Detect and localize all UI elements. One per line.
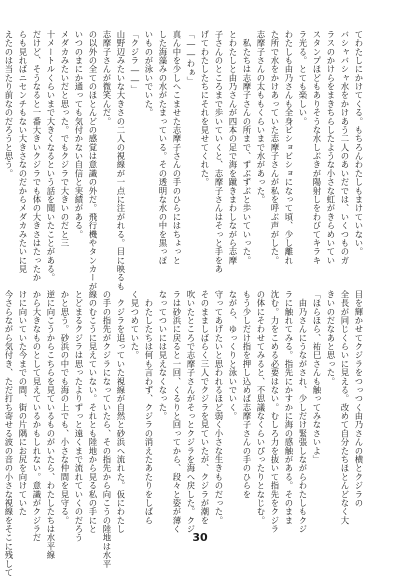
text-column: とわたしと由乃さんが四本の足で海を蹴きまわしながら志摩 bbox=[228, 30, 238, 265]
text-column: ながら、ゆっくりと泳いでいく。 bbox=[228, 290, 238, 421]
text-column: 目を輝かせてクジラをつっつく由乃さんの横とクジラの bbox=[354, 290, 364, 508]
text-column: そのまましばらく三人でクジラを見ていたが、クジラが潮を bbox=[200, 290, 210, 525]
text-column: けに向いていた今までの間、街の片隅にお尻を向けていた bbox=[18, 290, 28, 516]
text-column: ラ光る。とても楽しい。 bbox=[298, 30, 308, 126]
text-column: なってついには見えなくなった。 bbox=[158, 290, 168, 421]
text-column: 今さらながら気付き、ただ打ち寄せる波の音の小さな視線をそこに残して bbox=[4, 290, 14, 577]
text-column: ラに触れてみる。指先にかすかに海の感触がある。そのまま bbox=[284, 290, 294, 525]
text-column: た所で水をかけあっていた志摩子さんが私を呼ぶ声がした。 bbox=[270, 30, 280, 265]
text-column: 「クジラ――」 bbox=[130, 30, 140, 95]
text-column: 子さんのところまで歩いていくと、志摩子さんはそっと手をあ bbox=[214, 30, 224, 274]
text-column: きいのだなあと思った。 bbox=[326, 290, 336, 386]
text-column: かと思う。砂浜の中でも海の上でも、小さな仲間を見守る。 bbox=[60, 290, 70, 525]
text-column: ラスのかけらをまきちらしたような小さな虹がきらめいてい bbox=[326, 30, 336, 265]
text-column: とどまるクジラは思ったよりずっと遠くまで流れていくのだろう bbox=[74, 290, 84, 543]
text-column: 私たちは志摩子さんの所まで、ずぶずぶと歩いていった。 bbox=[242, 30, 252, 265]
text-column: 真ん中を少しへこませた志摩子さんの手のひらにはちょっと bbox=[172, 30, 182, 265]
text-column: いものが泳いでいた。 bbox=[144, 30, 154, 117]
text-column: 守ってあげたいと思われるほど弱く小さな生きものだった。 bbox=[214, 290, 224, 525]
text-column: だけど、そうなると一番大きいクジラでも体の大きさはたったか bbox=[32, 30, 42, 283]
text-column: した海藻みの水がたまっている。その透明な水の中を黒っぽ bbox=[158, 30, 168, 265]
text-column: わたしも由乃さんも全身ビショビショになって頃、少し離れ bbox=[284, 30, 294, 265]
text-column: いつのまにか通っても気付かない自信と実績がある。 bbox=[74, 30, 84, 239]
text-column: バシャバシャ水をかけあう二人のあいだでは、いくつものガ bbox=[340, 30, 350, 265]
text-column: ラは砂浜に戻ると一回、くるりと回ってから、段々と姿が薄く bbox=[172, 290, 182, 534]
text-column: 吹いたところで志摩子さんがそっとクジラを海へ戻した。クジ bbox=[186, 290, 196, 534]
text-column: えたのは当たり前なのだろうと思う。 bbox=[4, 30, 14, 178]
text-column: 線のむこうに見えていない。それとも陸地から見る私の手にと bbox=[88, 290, 98, 534]
text-column: もう少しだけ指を押し込めば志摩子さんの手のひらを bbox=[242, 290, 252, 499]
page-number: 30 bbox=[192, 531, 208, 544]
text-column: 志摩子さんの太ももくらいまで水があった。 bbox=[256, 30, 266, 204]
text-column: 逆に向こうからこちらを見ているものがいたら、わたしたちは水平線 bbox=[46, 290, 56, 560]
text-column: メダカみたいだと思った。でもクジラで大きいのだと三 bbox=[60, 30, 70, 248]
text-column: スタンプほどもありそうな水しぶきが陽射しをわびてキラキ bbox=[312, 30, 322, 265]
text-column: 沈む。力をこめる必要はない。むしろ力を抜いて指先をクジラ bbox=[270, 290, 280, 534]
text-column: らも見ればニセンチもない大きさなのだからメダカみたいに見 bbox=[18, 30, 28, 274]
text-column: わたしたちは何も言わず、クジラの消えたあたりをしばら bbox=[144, 290, 154, 525]
text-column: クジラを追っていた視線が自然と砂浜へ流れた。仮にわたし bbox=[116, 290, 126, 534]
text-column: 志摩子さんが微笑んだ。 bbox=[102, 30, 112, 126]
text-column: てわたしにかけてくる。もちろんわたしもまけていない。 bbox=[354, 30, 364, 256]
text-column: 「ほらほら、祐巳さんも触ってみなさいよ」 bbox=[312, 290, 322, 464]
text-column: 十メートルくらいまで大きくなるという話を聞いたことがある。 bbox=[46, 30, 56, 283]
text-column: く見つめていた。 bbox=[130, 290, 140, 360]
text-block-upper bbox=[4, 30, 366, 291]
text-column: 「――わぁ」 bbox=[186, 30, 196, 86]
text-column: 山野辺みたいな大きさの二人の視線が一点に注がれる。目に映るも bbox=[116, 30, 126, 291]
text-column: の体にそわせてみると、不思議なくらいぴったりとなじむ。 bbox=[256, 290, 266, 525]
text-column: 全長が同じくらいに見える。改めて自分たちほとんどなく大 bbox=[340, 290, 350, 525]
text-column: の以外の全てのほとんどの感覚は意識の外だ。飛行機やタンカーが bbox=[88, 30, 98, 291]
text-column: 由乃さんにうながされ、少しだけ緊張しながらわたしもクジ bbox=[298, 290, 308, 534]
text-column: から大きなものとして見えているかもしれない。意識がクジラだ bbox=[32, 290, 42, 543]
text-column: げてわたしたちにそれを見せてくれた。 bbox=[200, 30, 210, 187]
text-column: の手の指先がクジラになっていたら、その指先から向こうの陸地は水平 bbox=[102, 290, 112, 569]
